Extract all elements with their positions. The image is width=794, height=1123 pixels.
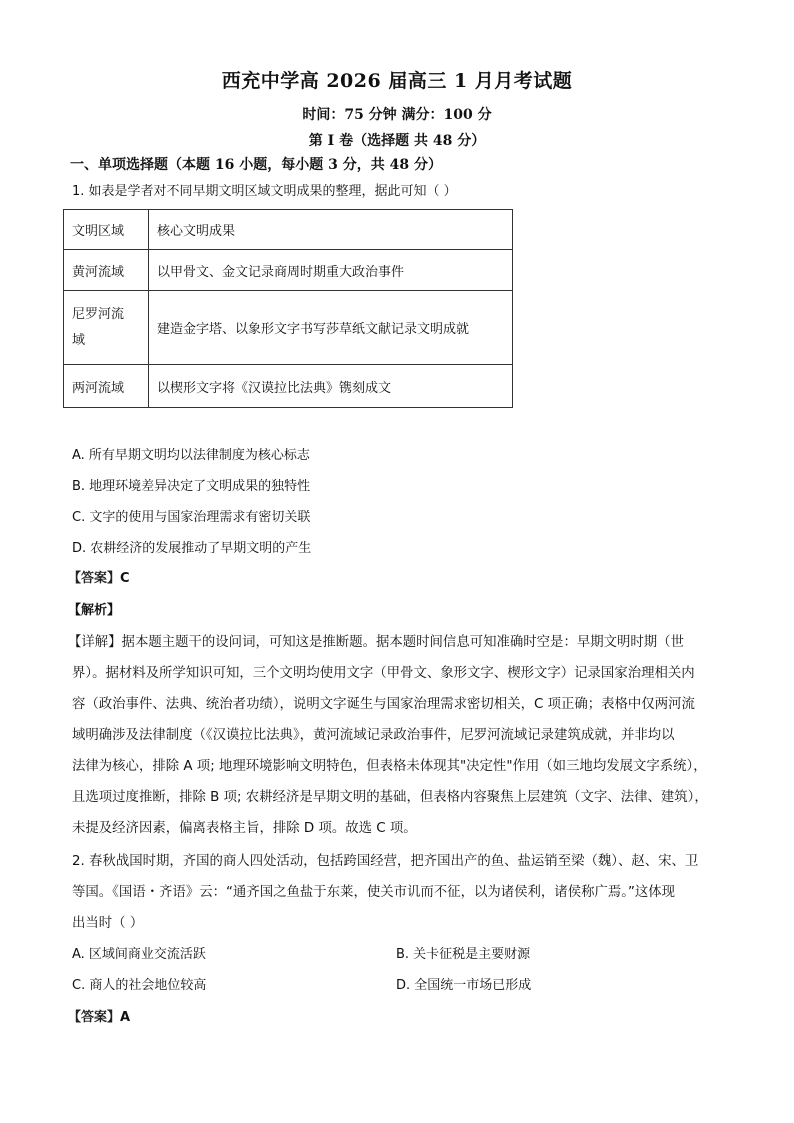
q1-explanation-line: 域明确涉及法律制度（《汉谟拉比法典》，黄河流域记录政治事件，尼罗河流域记录建筑成就，并非均以 [72,728,675,743]
answer-label: 【答案】 [68,571,121,586]
q2-answer [68,1008,130,1028]
q1-answer [68,569,130,589]
table-cell-achievement: 以甲骨文、金文记录商周时期重大政治事件 [149,250,513,291]
table-header-achievement: 核心文明成果 [149,210,513,250]
table-row [64,365,513,408]
table-cell-achievement: 建造金字塔、以象形文字书写莎草纸文献记录文明成就 [149,291,513,365]
answer-label: 【答案】 [68,1010,121,1025]
table-header-row [64,210,513,250]
q1-explanation-line: 【详解】据本题主题干的设问词，可知这是推断题。据本题时间信息可知准确时空是：早期文明时期（世 [68,635,684,650]
q1-explanation-line: 未提及经济因素，偏离表格主旨，排除 D 项。故选 C 项。 [72,821,417,836]
q1-analysis-label: 【解析】 [68,603,121,618]
table-cell-region [64,291,149,365]
q1-option-a: A. 所有早期文明均以法律制度为核心标志 [72,448,310,463]
q2-option-d: D. 全国统一市场已形成 [396,978,532,993]
q2-option-b: B. 关卡征税是主要财源 [396,947,531,962]
q2-option-a: A. 区域间商业交流活跃 [72,947,206,962]
q1-stem: 1. 如表是学者对不同早期文明区域文明成果的整理，据此可知（ ） [72,184,457,199]
answer-value: C [120,571,130,586]
table-row [64,250,513,291]
table-header-region: 文明区域 [64,210,149,250]
table-cell-region: 两河流域 [64,365,149,408]
table-cell-region-line1: 尼罗河流 [72,306,125,322]
q1-explanation-line: 容（政治事件、法典、统治者功绩），说明文字诞生与国家治理需求密切相关，C 项正确；表格中仅两河流 [72,697,695,712]
civilization-table [63,209,513,408]
q1-explanation-line: 界）。据材料及所学知识可知，三个文明均使用文字（甲骨文、象形文字、楔形文字）记录国家治理相关内 [72,666,695,681]
exam-title: 西充中学高 2026 届高三 1 月月考试题 [221,70,573,92]
q1-option-d: D. 农耕经济的发展推动了早期文明的产生 [72,541,312,556]
q1-explanation-line: 法律为核心，排除 A 项; 地理环境影响文明特色，但表格未体现其"决定性"作用（如三地均发展文字系统）， [72,759,707,774]
q2-stem-line: 2. 春秋战国时期，齐国的商人四处活动，包括跨国经营，把齐国出产的鱼、盐运销至梁（魏）、赵、宋、卫 [72,854,699,869]
table-cell-region-line2: 域 [72,332,86,348]
q2-stem-line: 出当时（ ） [72,916,144,931]
q1-option-c: C. 文字的使用与国家治理需求有密切关联 [72,510,311,525]
q2-stem-line: 等国。《国语・齐语》云：“通齐国之鱼盐于东莱，使关市讥而不征，以为诸侯利，诸侯称广焉。”这体现 [72,885,676,900]
table-cell-region: 黄河流域 [64,250,149,291]
volume-heading: 第 I 卷（选择题 共 48 分） [308,133,486,149]
q1-explanation-line: 且选项过度推断，排除 B 项; 农耕经济是早期文明的基础，但表格内容聚焦上层建筑（文字、法律、建筑）， [72,790,708,805]
table-cell-achievement: 以楔形文字将《汉谟拉比法典》镌刻成文 [149,365,513,408]
q2-option-c: C. 商人的社会地位较高 [72,978,207,993]
time-score-info: 时间：75 分钟 满分：100 分 [302,107,492,123]
answer-value: A [120,1010,131,1025]
q1-option-b: B. 地理环境差异决定了文明成果的独特性 [72,479,311,494]
section-heading: 一、单项选择题（本题 16 小题，每小题 3 分，共 48 分） [70,157,442,173]
table-row [64,291,513,365]
